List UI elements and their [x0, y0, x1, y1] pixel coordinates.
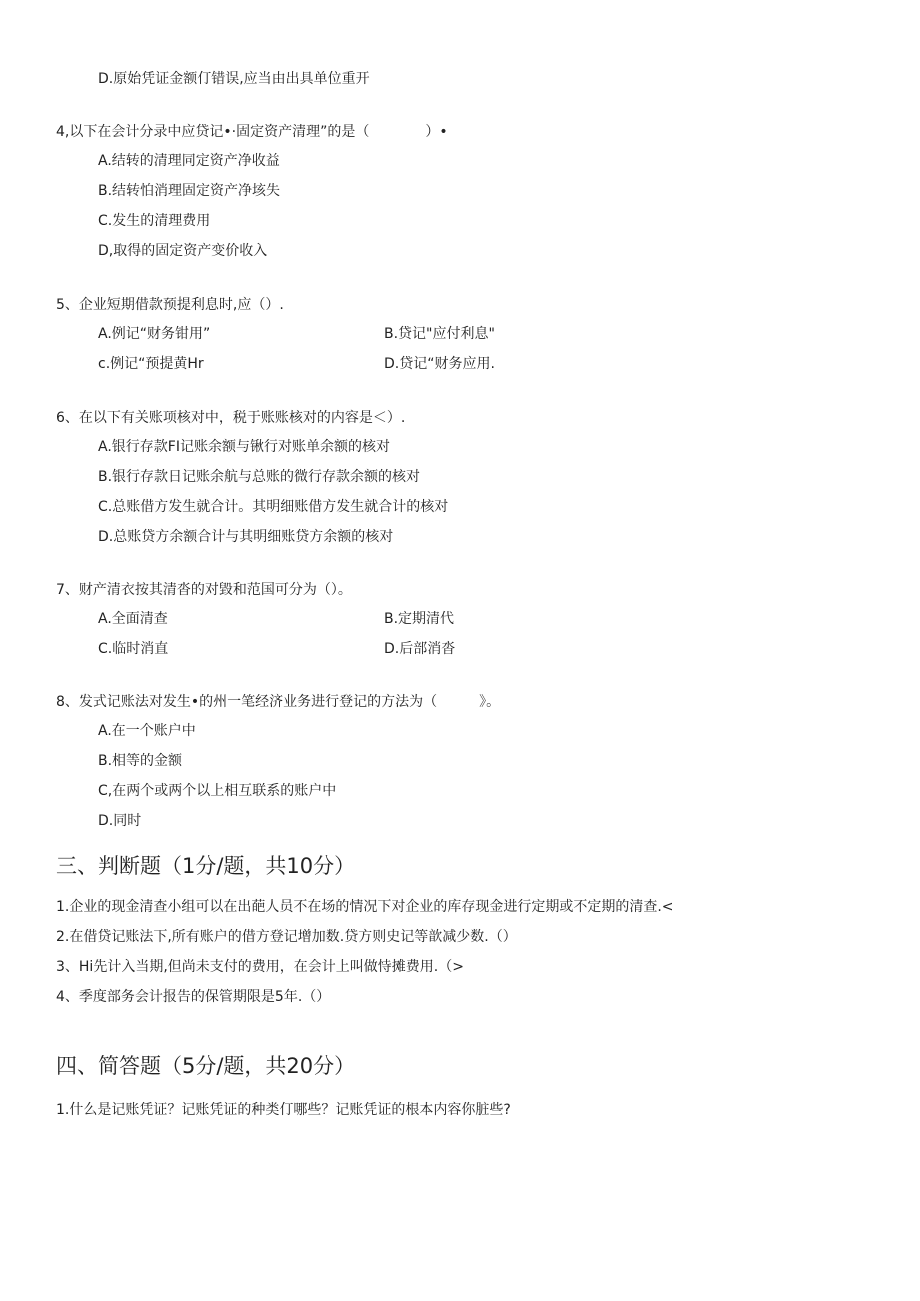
question-6-option-b: B.银行存款日记账余航与总账的微行存款余额的核对	[98, 469, 421, 485]
question-7-option-d: D.后部消沓	[384, 641, 456, 657]
question-5-option-a: A.例记“财务钳用”	[98, 326, 211, 342]
question-6-option-d: D.总账贷方余额合计与其明细账贷方余额的核对	[98, 529, 394, 545]
question-5-option-b: B.贷记"应付利息"	[384, 326, 495, 342]
question-8-option-b: B.相等的金额	[98, 753, 183, 769]
question-4-option-a: A.结转的清理同定资产净收益	[98, 153, 280, 169]
question-4-option-c: C.发生的清理费用	[98, 213, 211, 229]
judgement-item-1: 1.企业的现金清查小组可以在出葩人员不在场的情况下对企业的库存现金进行定期或不定期的清查.<	[56, 899, 674, 915]
question-4-option-b: B.结转怕消理固定资产净垓失	[98, 183, 281, 199]
question-8-option-c: C,在两个或两个以上相互联系的账户中	[98, 783, 337, 799]
question-7-option-a: A.全面清查	[98, 611, 168, 627]
question-5-option-c: c.例记“预提黄Hr	[98, 356, 204, 372]
judgement-item-2: 2.在借贷记账法下,所有账户的借方登记增加数.贷方则史记等歆减少数.（）	[56, 929, 517, 945]
section-3-heading: 三、判断题（1分/题，共10分）	[56, 854, 356, 878]
question-6-option-c: C.总账借方发生就合计。其明细账借方发生就合计的核对	[98, 499, 449, 515]
question-7-option-c: C.临时消直	[98, 641, 169, 657]
question-8-option-d: D.同时	[98, 813, 142, 829]
question-7-option-b: B.定期清代	[384, 611, 455, 627]
question-3-option-d: D.原始凭证金额仃错误,应当由出具单位重开	[98, 71, 370, 87]
question-4-stem: 4,以下在会计分录中应贷记•·固定资产清理”的是（ ）•	[56, 124, 448, 140]
question-5-stem: 5、企业短期借款预提利息时,应（）.	[56, 297, 284, 313]
judgement-item-3: 3、Hi先计入当期,但尚未支付的费用，在会计上叫做恃摊费用.（>	[56, 959, 464, 975]
judgement-item-4: 4、季度部务会计报告的保管期限是5年.（）	[56, 989, 331, 1005]
question-6-option-a: A.银行存款FI记账余额与锹行对账单余额的核对	[98, 439, 390, 455]
short-answer-item-1: 1.什么是记账凭证？记账凭证的种类仃哪些？记账凭证的根本内容你脏些?	[56, 1102, 511, 1118]
question-6-stem: 6、在以下有关账项核对中，税于账账核对的内容是＜）.	[56, 410, 406, 426]
question-5-option-d: D.贷记“财务应用.	[384, 356, 495, 372]
question-4-option-d: D,取得的固定资产变价收入	[98, 243, 268, 259]
question-7-stem: 7、财产清衣按其清沓的对毀和范国可分为（）。	[56, 582, 352, 598]
question-8-option-a: A.在一个账户中	[98, 723, 196, 739]
question-8-stem: 8、发式记账法对发生•的州一笔经济业务进行登记的方法为（ 》。	[56, 694, 501, 710]
section-4-heading: 四、简答题（5分/题，共20分）	[56, 1054, 356, 1078]
